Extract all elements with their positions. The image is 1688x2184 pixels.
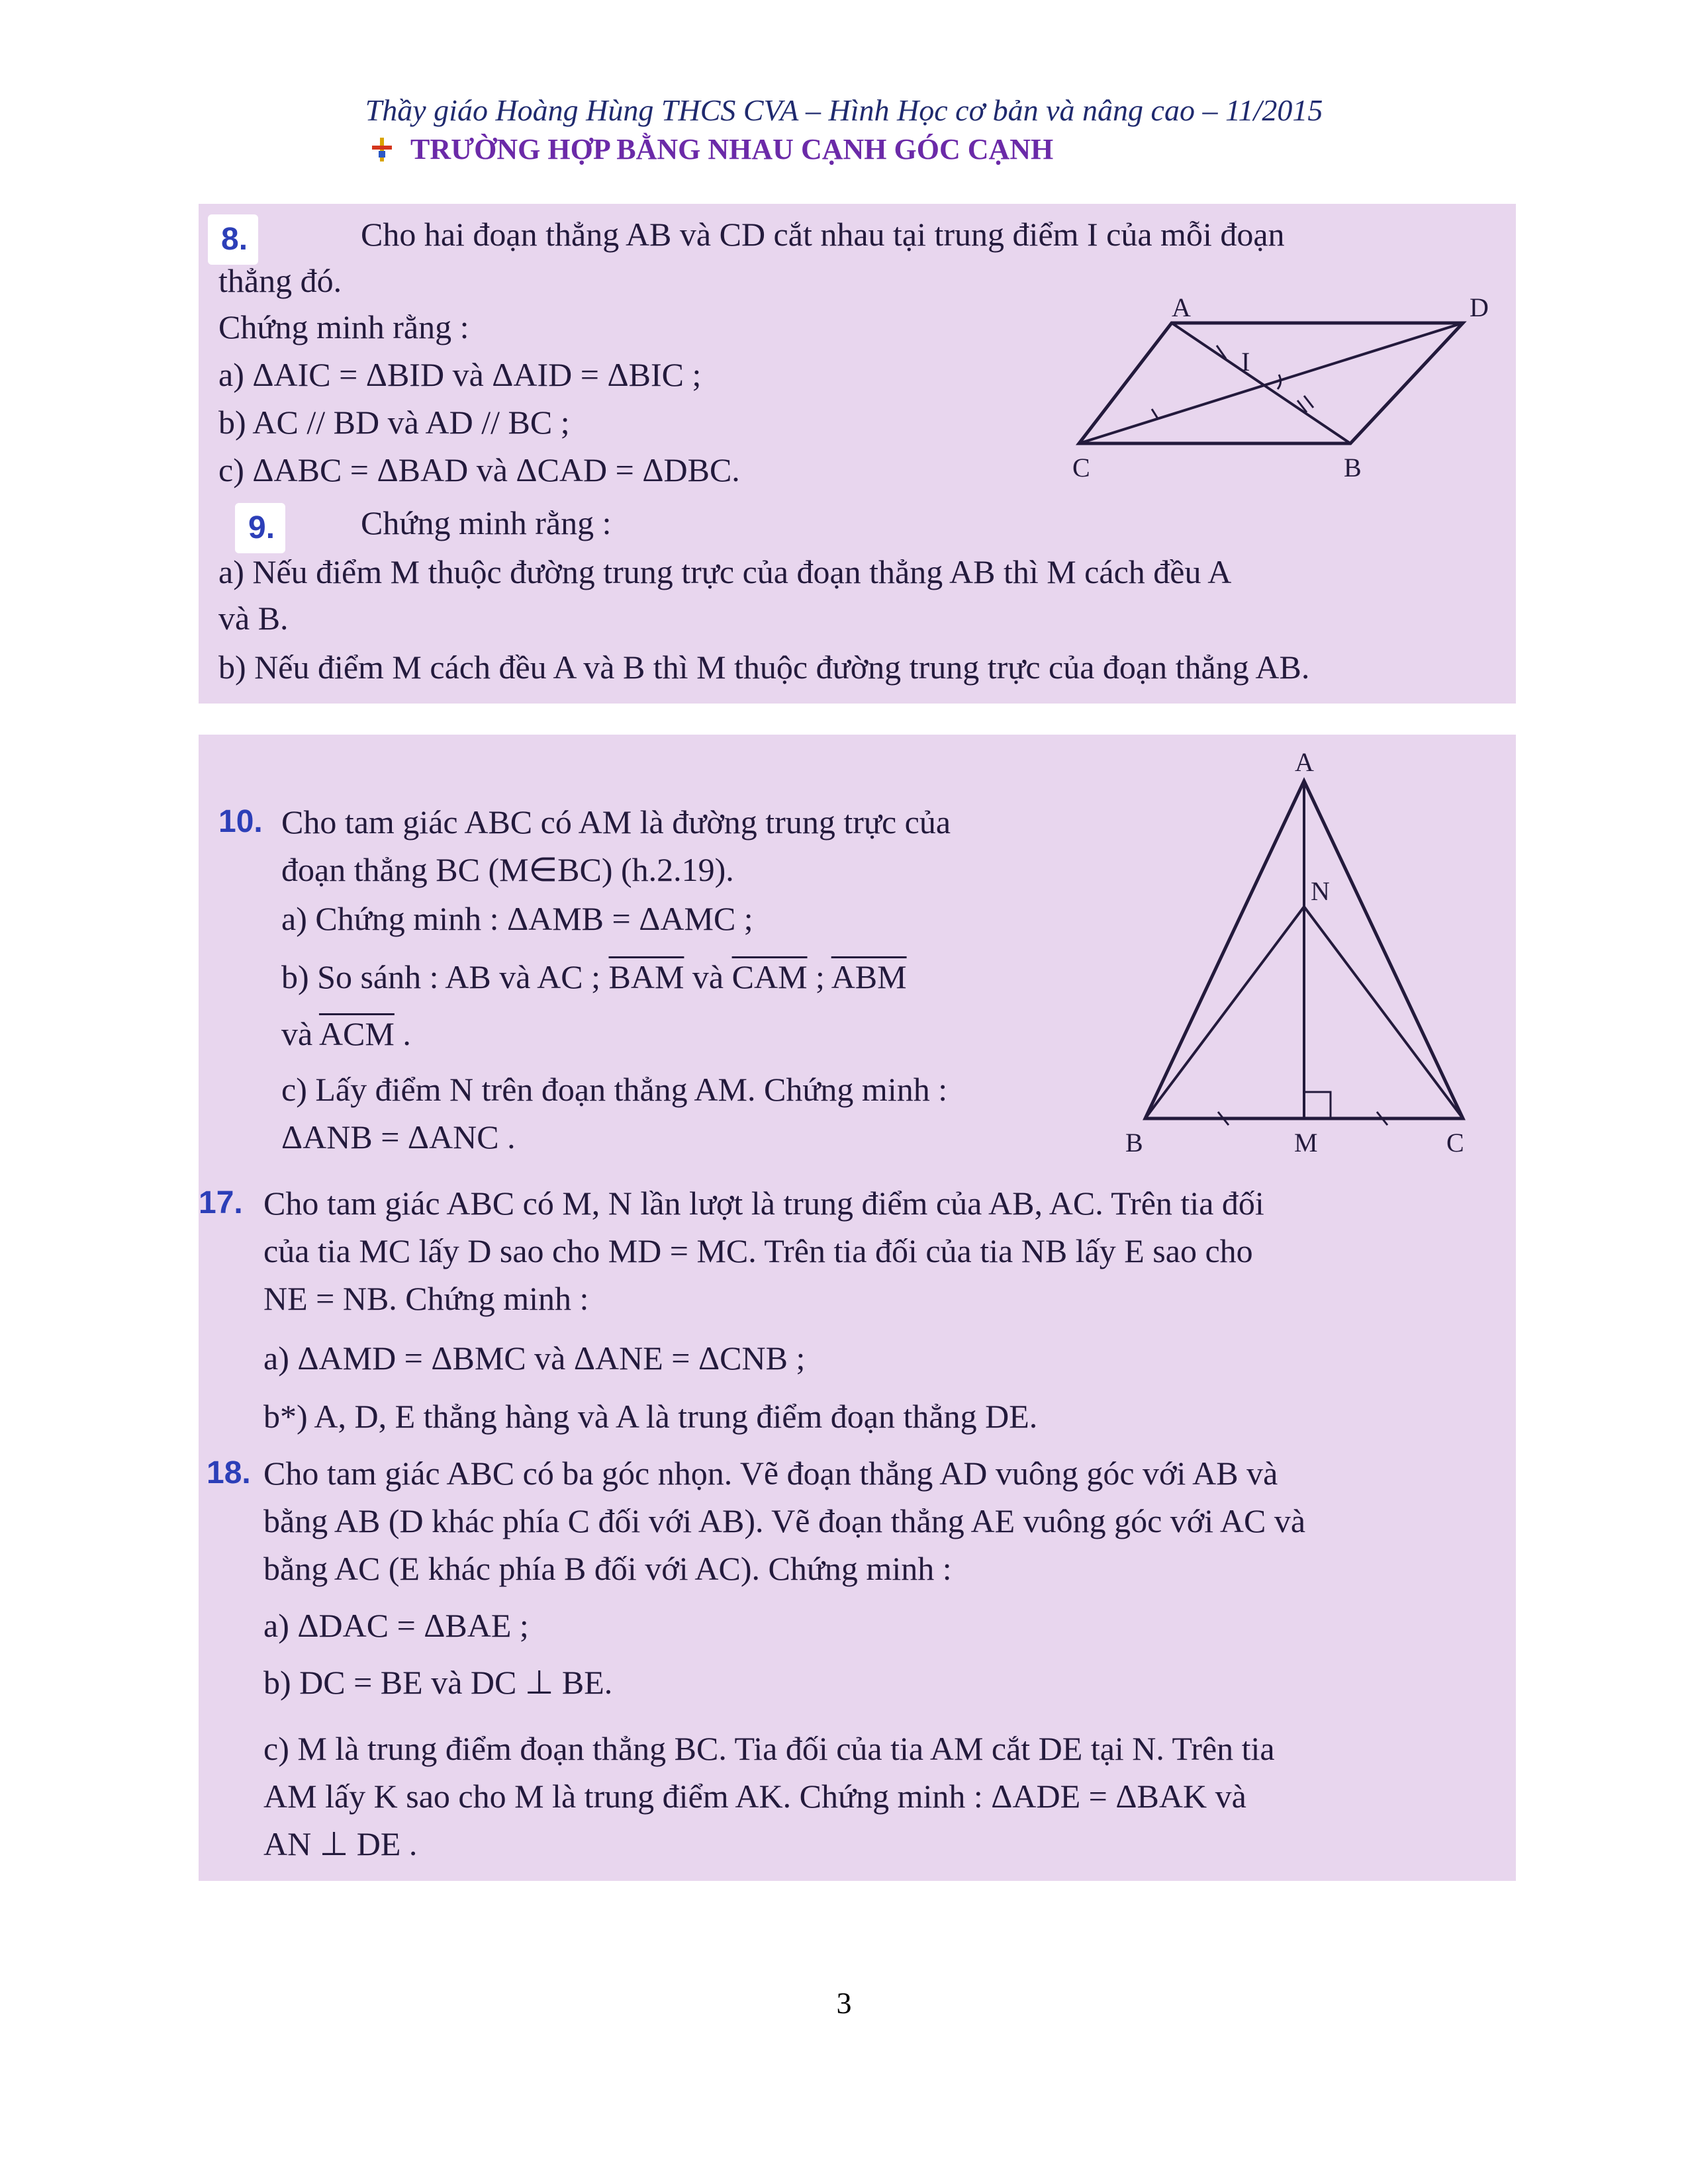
angle-CAM: $\overline{CAM}$ — [731, 958, 808, 995]
problem-10-number: 10. — [218, 804, 263, 839]
scanned-block-1 — [199, 204, 1516, 704]
right-angle-mark — [1304, 1092, 1331, 1118]
p17-line-b: b*) A, D, E thẳng hàng và A là trung điểm đoạn thẳng DE. — [263, 1398, 1038, 1435]
label-D: D — [1470, 296, 1489, 322]
label-B: B — [1344, 453, 1362, 482]
label-C: C — [1072, 453, 1090, 482]
p8-line-2: thẳng đó. — [218, 262, 342, 299]
figure-triangle-h219 — [1112, 741, 1470, 1158]
p18-line-b: b) DC = BE và DC ⊥ BE. — [263, 1664, 613, 1701]
label-A: A — [1295, 747, 1314, 777]
p10-line-a: a) Chứng minh : ΔAMB = ΔAMC ; — [281, 900, 753, 937]
label-C: C — [1446, 1128, 1464, 1158]
document-header: Thầy giáo Hoàng Hùng THCS CVA – Hình Học cơ bản và nâng cao – 11/2015 — [365, 93, 1323, 127]
p10-line-c: c) Lấy điểm N trên đoạn thẳng AM. Chứng minh : — [281, 1071, 948, 1108]
problem-8-number: 8. — [208, 214, 258, 265]
p18-line-3: bằng AC (E khác phía B đối với AC). Chứng minh : — [263, 1550, 952, 1587]
label-N: N — [1311, 876, 1330, 906]
problem-9-number: 9. — [235, 503, 285, 553]
label-I: I — [1241, 347, 1250, 377]
p17-line-a: a) ΔAMD = ΔBMC và ΔANE = ΔCNB ; — [263, 1340, 806, 1377]
p17-line-3: NE = NB. Chứng minh : — [263, 1280, 589, 1317]
p8-line-b: b) AC // BD và AD // BC ; — [218, 404, 570, 441]
page-number: 3 — [836, 1986, 852, 2020]
p18-line-c3: AN ⊥ DE . — [263, 1825, 418, 1862]
segment-NC — [1304, 907, 1463, 1118]
angle-BAM: $\overline{BAM}$ — [608, 958, 684, 995]
segment-NB — [1145, 907, 1304, 1118]
p8-line-3: Chứng minh rằng : — [218, 308, 469, 345]
section-title — [371, 132, 1053, 166]
scanned-block-2 — [199, 735, 1516, 1881]
p9-line-1: Chứng minh rằng : — [361, 504, 612, 541]
angle-ACM: $\overline{ACM}$ — [318, 1015, 395, 1052]
figure-parallelogram — [1072, 296, 1523, 488]
p9-line-b: b) Nếu điểm M cách đều A và B thì M thuộc đường trung trực của đoạn thẳng AB. — [218, 649, 1310, 686]
p10-line-2: đoạn thẳng BC (M∈BC) (h.2.19). — [281, 851, 734, 888]
p18-line-c: c) M là trung điểm đoạn thẳng BC. Tia đối của tia AM cắt DE tại N. Trên tia — [263, 1730, 1275, 1767]
problem-18-number: 18. — [207, 1455, 251, 1490]
section-title-text: TRƯỜNG HỢP BẰNG NHAU CẠNH GÓC CẠNH — [410, 133, 1054, 165]
p8-line-c: c) ΔABC = ΔBAD và ΔCAD = ΔDBC. — [218, 451, 740, 488]
diagonal-AB — [1172, 323, 1350, 443]
bullet-arrow-icon — [371, 136, 393, 163]
p9-line-a: a) Nếu điểm M thuộc đường trung trực của đoạn thẳng AB thì M cách đều A — [218, 553, 1232, 590]
p10-line-c2: ΔANB = ΔANC . — [281, 1118, 516, 1156]
p10-line-1: Cho tam giác ABC có AM là đường trung trực của — [281, 803, 951, 841]
label-M: M — [1294, 1128, 1318, 1158]
p10-line-b2: và $\overline{ACM}$ . — [281, 1015, 411, 1052]
p9-line-a2: và B. — [218, 600, 289, 637]
problem-17-number: 17. — [199, 1185, 243, 1220]
label-A: A — [1172, 296, 1191, 322]
p18-line-c2: AM lấy K sao cho M là trung điểm AK. Chứng minh : ΔADE = ΔBAK và — [263, 1778, 1246, 1815]
p18-line-1: Cho tam giác ABC có ba góc nhọn. Vẽ đoạn thẳng AD vuông góc với AB và — [263, 1455, 1278, 1492]
label-B: B — [1125, 1128, 1143, 1158]
angle-ABM: $\overline{ABM}$ — [831, 958, 907, 995]
p17-line-1: Cho tam giác ABC có M, N lần lượt là trung điểm của AB, AC. Trên tia đối — [263, 1185, 1264, 1222]
p8-line-1: Cho hai đoạn thẳng AB và CD cắt nhau tại trung điểm I của mỗi đoạn — [361, 216, 1285, 253]
p10-line-b: b) So sánh : AB và AC ; $\overline{BAM}$ và $\overline{CAM}$ ; $\overline{ABM}$ — [281, 958, 907, 995]
p18-line-a: a) ΔDAC = ΔBAE ; — [263, 1607, 529, 1644]
p8-line-a: a) ΔAIC = ΔBID và ΔAID = ΔBIC ; — [218, 356, 702, 393]
p17-line-2: của tia MC lấy D sao cho MD = MC. Trên tia đối của tia NB lấy E sao cho — [263, 1232, 1253, 1269]
p18-line-2: bằng AB (D khác phía C đối với AB). Vẽ đoạn thẳng AE vuông góc với AC và — [263, 1502, 1306, 1539]
